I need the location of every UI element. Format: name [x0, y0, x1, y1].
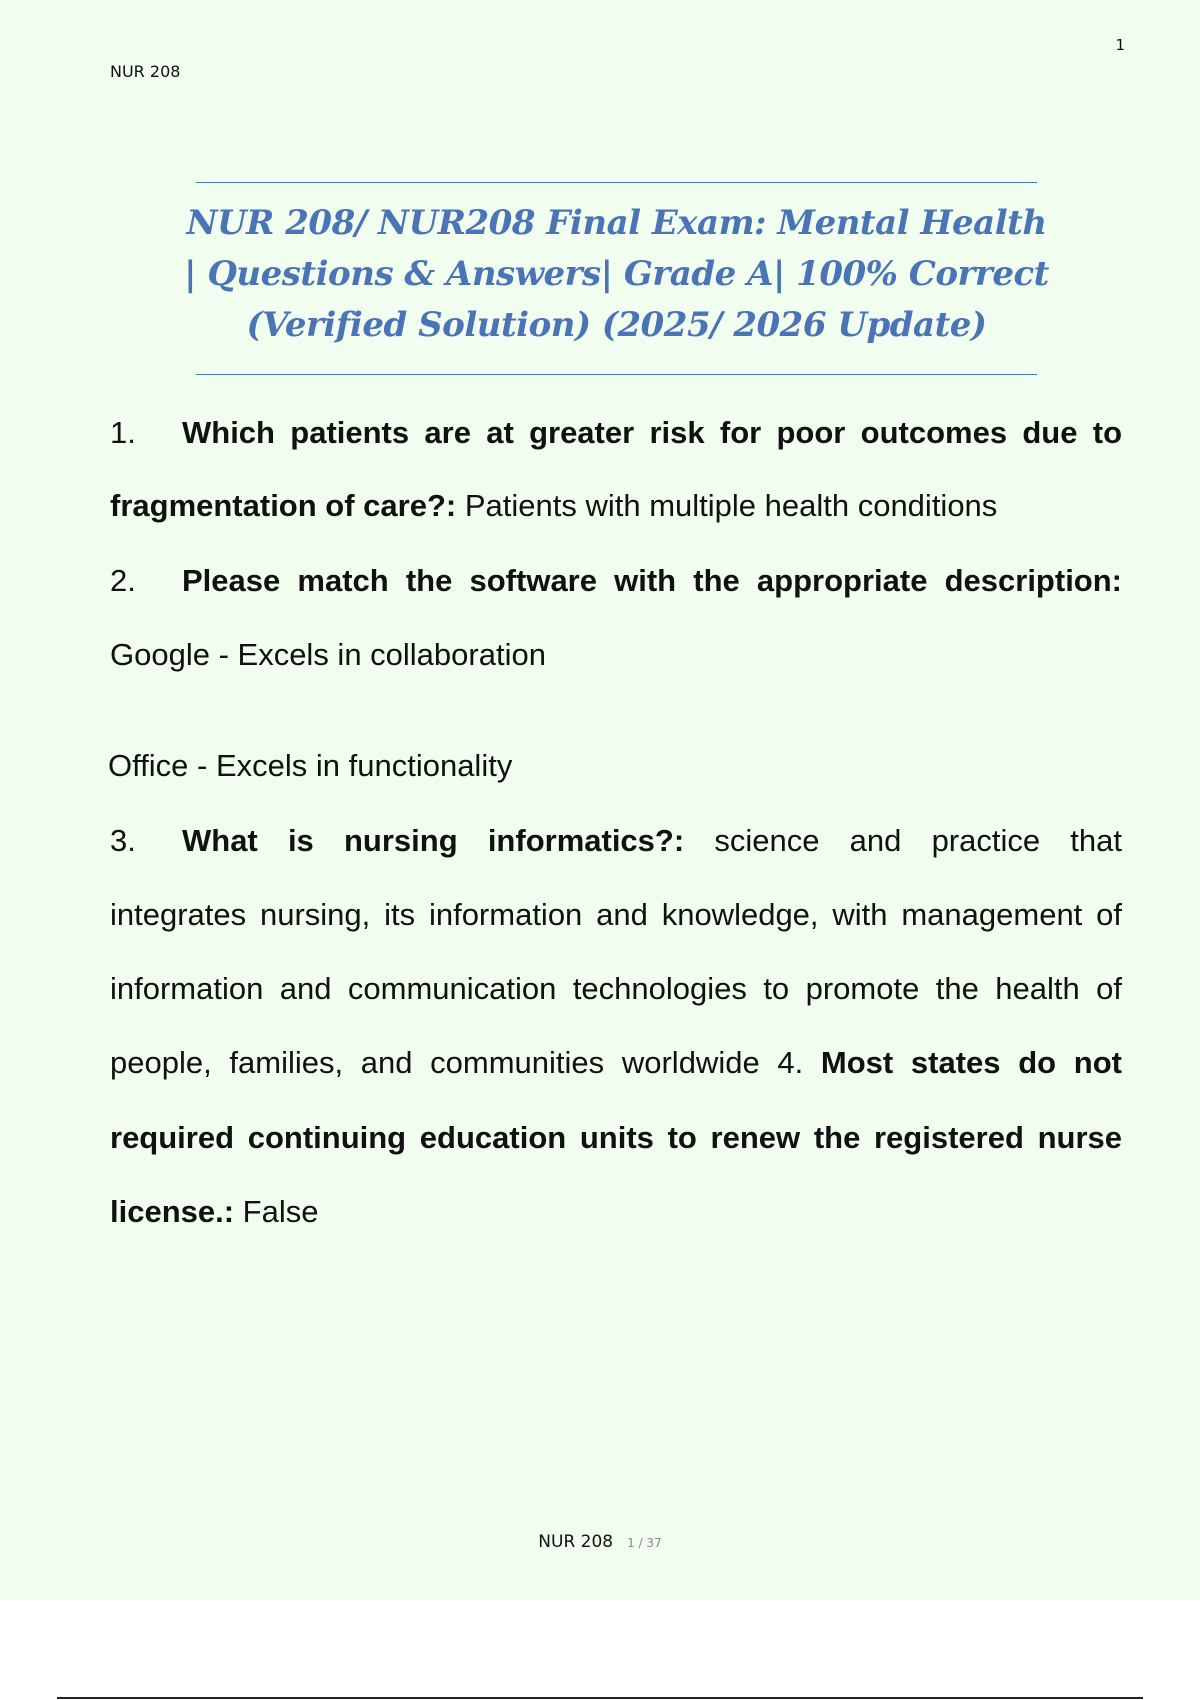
title-line-2: | Questions & Answers| Grade A| 100% Correct — [184, 254, 1049, 294]
question-4-answer: False — [234, 1194, 319, 1229]
question-3-text: What is nursing informatics?: — [182, 823, 685, 858]
question-3-answer-line-2: integrates nursing, its information and knowledge, with management of — [110, 897, 1122, 932]
question-4-line-2 — [110, 1120, 1122, 1156]
question-1-text-cont: fragmentation of care?: — [110, 488, 457, 523]
title-line-3: (Verified Solution) (2025/ 2026 Update) — [246, 305, 987, 345]
viewer-bottom-rule — [57, 1697, 1143, 1699]
question-3-line-1 — [110, 823, 1122, 859]
question-3-number: 3. — [110, 823, 136, 858]
question-1-line-1 — [110, 415, 1122, 451]
title-top-rule — [196, 182, 1037, 183]
question-2-answer-2: Office - Excels in functionality — [108, 748, 513, 783]
question-4-text-cont: required continuing education units to renew the registered nurse — [110, 1120, 1122, 1155]
question-4-text: Most states do not — [820, 1045, 1122, 1080]
question-1-text: Which patients are at greater risk for poor outcomes due to — [182, 415, 1122, 450]
question-2-text: Please match the software with the appropriate description: — [182, 563, 1122, 598]
question-3-answer-line-3: information and communication technologies to promote the health of — [110, 971, 1122, 1006]
question-4-line-3 — [110, 1194, 1122, 1230]
question-2-number: 2. — [110, 563, 136, 598]
question-3-answer-end: people, families, and communities worldwide 4. — [110, 1045, 804, 1080]
footer-label: NUR 208 — [538, 1532, 614, 1552]
page-number: 1 — [1115, 36, 1125, 54]
document-title — [170, 198, 1063, 351]
question-2-answer-1: Google - Excels in collaboration — [110, 637, 546, 672]
footer-page-indicator: 1 / 37 — [627, 1536, 662, 1550]
question-1-answer: Patients with multiple health conditions — [456, 488, 998, 523]
question-3-answer-start: science and practice that — [684, 823, 1122, 858]
question-4-text-end: license.: — [110, 1194, 235, 1229]
running-header: NUR 208 — [110, 62, 181, 81]
question-1-line-2 — [110, 488, 1122, 524]
title-bottom-rule — [196, 374, 1037, 375]
title-line-1: NUR 208/ NUR208 Final Exam: Mental Health — [186, 203, 1047, 243]
question-2-line-1 — [110, 563, 1122, 599]
question-3-answer-line-4 — [110, 1045, 1122, 1081]
question-1-number: 1. — [110, 415, 136, 450]
page-footer — [0, 1532, 1200, 1552]
